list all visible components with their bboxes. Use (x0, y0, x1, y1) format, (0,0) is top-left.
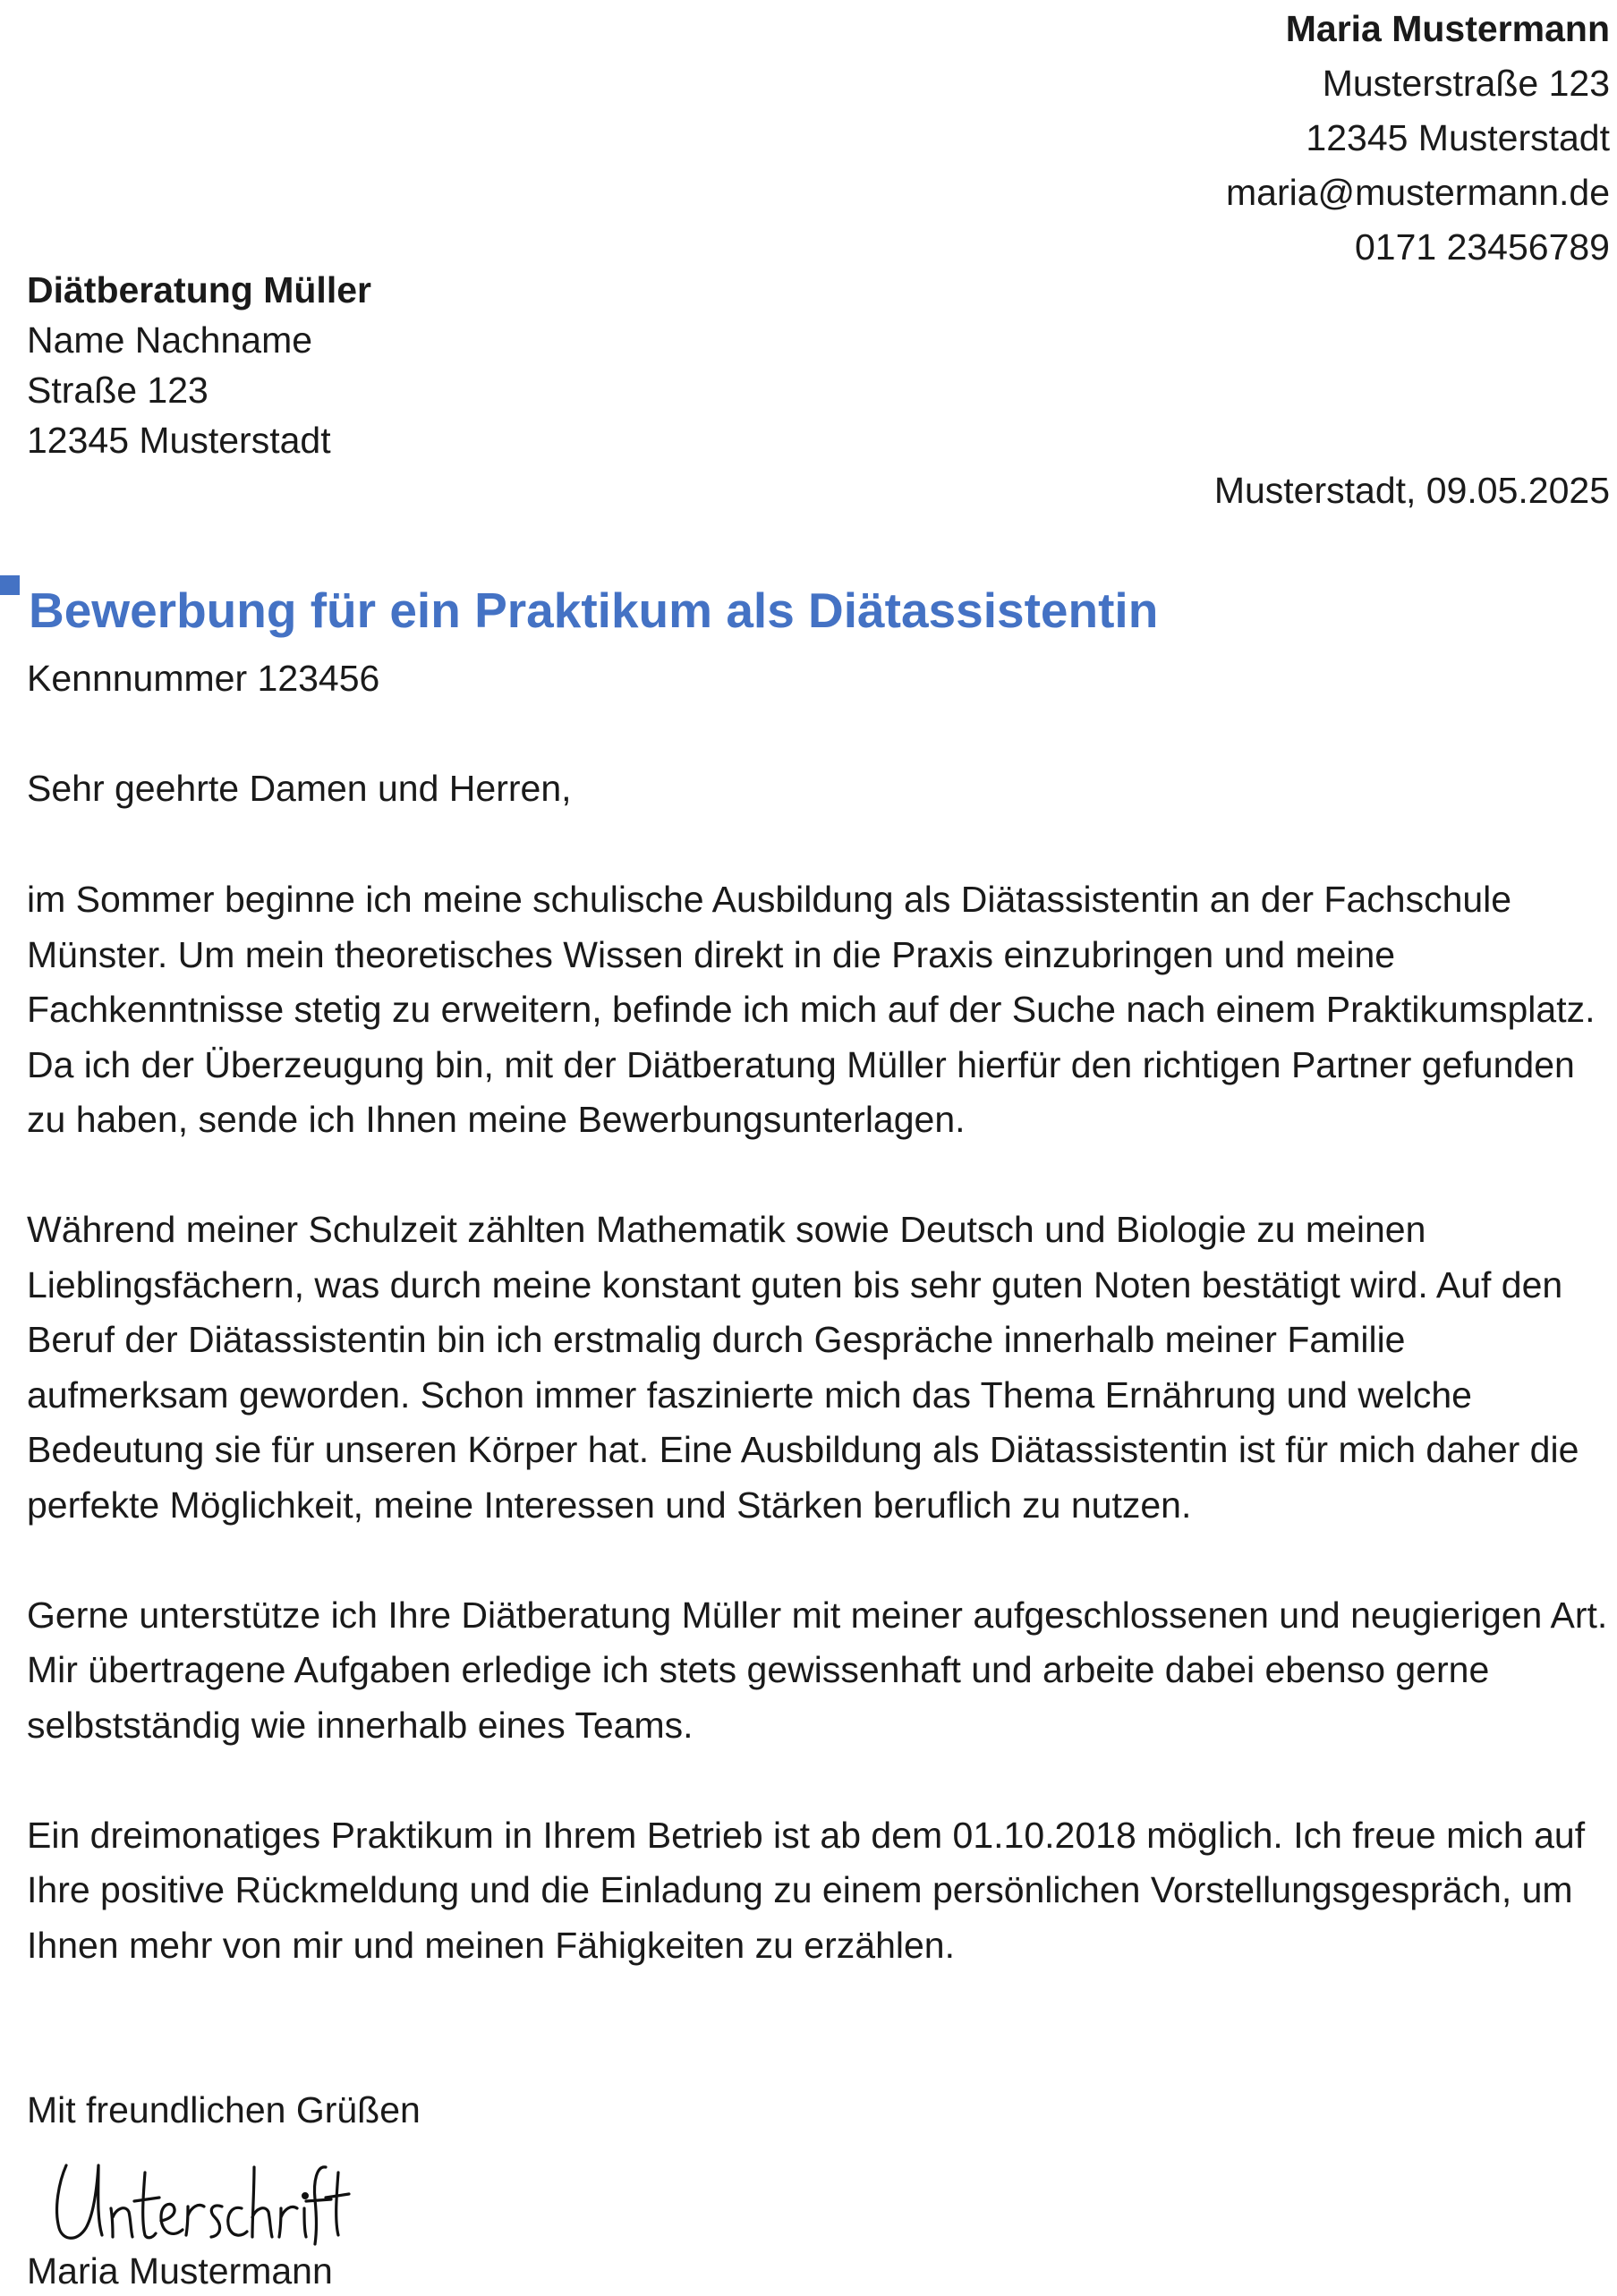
sender-email: maria@mustermann.de (1226, 172, 1610, 213)
recipient-city: 12345 Musterstadt (27, 420, 331, 461)
body-paragraph: Ein dreimonatiges Praktikum in Ihrem Betrieb ist ab dem 01.10.2018 möglich. Ich freue mich auf Ihre positive Rückmeldung und die Einladung zu einem persönlichen Vorstellungsgespräch, um Ihnen mehr von mir und meinen Fähigkeiten zu erzählen. (27, 1814, 1586, 1966)
body-paragraph: Gerne unterstütze ich Ihre Diätberatung Müller mit meiner aufgeschlossenen und neugierigen Art. Mir übertragene Aufgaben erledige ich stets gewissenhaft und arbeite dabei ebenso gerne selbstständig wie innerhalb eines Teams. (27, 1594, 1608, 1746)
closing: Mit freundlichen Grüßen (27, 2089, 421, 2130)
sender-block (1226, 2, 1610, 275)
recipient-street: Straße 123 (27, 370, 209, 411)
body-paragraph: im Sommer beginne ich meine schulische Ausbildung als Diätassistentin an der Fachschule Münster. Um mein theoretisches Wissen direkt in die Praxis einzubringen und meine Fachkenntnisse stetig zu erweitern, befinde ich mich auf der Suche nach einem Praktikumsplatz. Da ich der Überzeugung bin, mit der Diätberatung Müller hierfür den richtigen Partner gefunden zu haben, sende ich Ihnen meine Bewerbungsunterlagen. (27, 879, 1596, 1140)
letter-body (27, 872, 1611, 2028)
body-paragraph: Während meiner Schulzeit zählten Mathematik sowie Deutsch und Biologie zu meinen Lieblingsfächern, was durch meine konstant guten bis sehr guten Noten bestätigt wird. Auf den Beruf der Diätassistentin bin ich erstmalig durch Gespräche innerhalb meiner Familie aufmerksam geworden. Schon immer faszinierte mich das Thema Ernährung und welche Bedeutung sie für unseren Körper hat. Eine Ausbildung als Diätassistentin ist für mich daher die perfekte Möglichkeit, meine Interessen und Stärken beruflich zu nutzen. (27, 1209, 1579, 1526)
signer-name: Maria Mustermann (27, 2250, 333, 2292)
salutation: Sehr geehrte Damen und Herren, (27, 768, 572, 809)
recipient-contact: Name Nachname (27, 319, 313, 361)
handwritten-signature (47, 2146, 351, 2253)
letter-date: Musterstadt, 09.05.2025 (1213, 470, 1610, 511)
sender-name: Maria Mustermann (1285, 8, 1610, 49)
sender-street: Musterstraße 123 (1322, 63, 1610, 104)
subject-marker (0, 575, 20, 595)
letter-subject: Bewerbung für ein Praktikum als Diätassistentin (29, 583, 1159, 638)
sender-city: 12345 Musterstadt (1306, 117, 1610, 158)
reference-number: Kennnummer 123456 (27, 658, 380, 699)
sender-phone: 0171 23456789 (1354, 226, 1610, 268)
recipient-block (27, 265, 371, 465)
recipient-company: Diätberatung Müller (27, 269, 371, 310)
